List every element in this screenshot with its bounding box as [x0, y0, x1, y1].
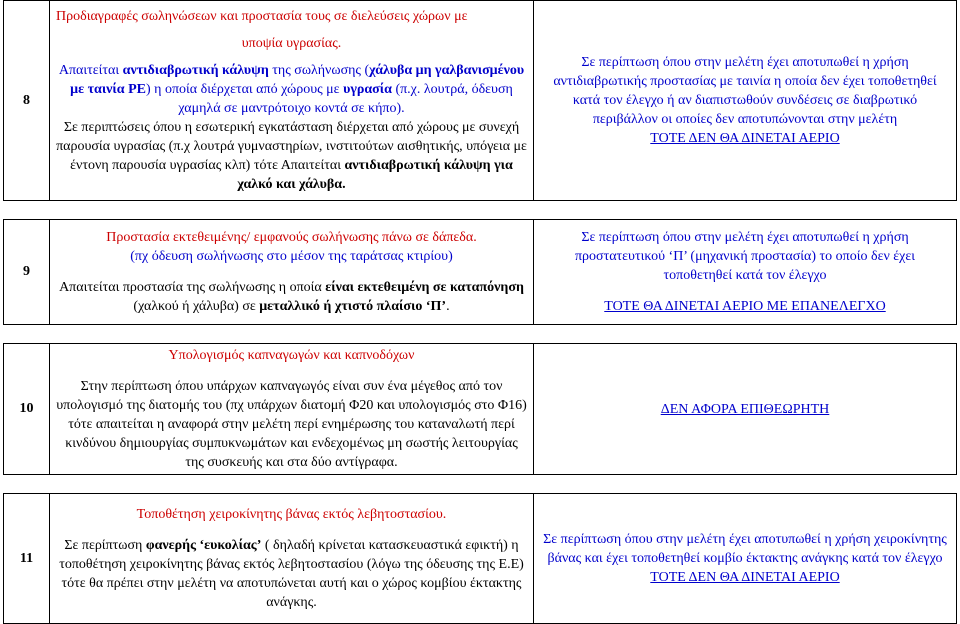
verdict-condition: Σε περίπτωση όπου στην μελέτη έχει αποτυπωθεί η χρήση χειροκίνητης βάνας και έχει τοποθετηθεί κομβίο έκτακτης ανάγκης κατά τον έλεγχο [543, 532, 947, 566]
row-spacer [4, 475, 957, 494]
requirement-cell [50, 344, 534, 475]
row-title: Προδιαγραφές σωληνώσεων και προστασία τους σε διελεύσεις χώρων με [56, 9, 468, 24]
row-number: 10 [4, 344, 50, 475]
verdict-result: ΤΟΤΕ ΔΕΝ ΘΑ ΔΙΝΕΤΑΙ ΑΕΡΙΟ [650, 570, 840, 585]
table-row [4, 344, 957, 475]
inspection-verdict-cell [534, 1, 957, 201]
requirement-paragraph: Στην περίπτωση όπου υπάρχων καπναγωγός είναι συν ένα μέγεθος από τον υπολογισμό της διατομής του (πχ υπάρχων διατομή Φ20 και υπολογισμός στο Φ16) τότε απαιτείται η αναφορά στην μελέτη περί ενημέρωσης του καταναλωτή περί κινδύνου δημιουργίας συμπυκνωμάτων και ενδεχομένως μη σωστής λειτουργίας της συσκευής και στα δύο αντίγραφα. [56, 379, 527, 470]
row-title: Υπολογισμός καπναγωγών και καπνοδόχων [168, 348, 415, 363]
row-spacer [4, 325, 957, 344]
requirement-cell [50, 220, 534, 325]
row-title: Τοποθέτηση χειροκίνητης βάνας εκτός λεβητοστασίου. [136, 507, 447, 522]
row-number: 8 [4, 1, 50, 201]
requirement-paragraph: Απαιτείται αντιδιαβρωτική κάλυψη της σωλήνωσης (χάλυβα μη γαλβανισμένου με ταινία PE) η οποία διέρχεται από χώρους με υγρασία (π.χ. λουτρά, όδευση χαμηλά σε μαντρότοιχο κοντά σε κήπο). [58, 63, 525, 116]
inspection-verdict-cell [534, 494, 957, 624]
table-row [4, 494, 957, 624]
verdict-condition: Σε περίπτωση όπου στην μελέτη έχει αποτυπωθεί η χρήση προστατευτικού ‘Π’ (μηχανική προστασία) το οποίο δεν έχει τοποθετηθεί κατά τον έλεγχο [574, 230, 916, 283]
row-title: Προστασία εκτεθειμένης/ εμφανούς σωλήνωσης πάνω σε δάπεδα. [106, 230, 477, 245]
requirement-paragraph: Σε περιπτώσεις όπου η εσωτερική εγκατάσταση διέρχεται από χώρους με συνεχή παρουσία υγρασίας (π.χ λουτρά γυμναστηρίων, ινστιτούτων αισθητικής, υπόγεια με έντονη παρουσία υγρασίας κλπ) τότε Απαιτείται αντιδιαβρωτική κάλυψη για χαλκό και χάλυβα. [56, 120, 527, 192]
requirement-cell [50, 494, 534, 624]
verdict-result: ΤΟΤΕ ΘΑ ΔΙΝΕΤΑΙ ΑΕΡΙΟ ΜΕ ΕΠΑΝΕΛΕΓΧΟ [604, 299, 886, 314]
row-subtitle: (πχ όδευση σωλήνωσης στο μέσον της ταράτσας κτιρίου) [130, 249, 453, 264]
inspection-verdict-cell [534, 220, 957, 325]
verdict-result: ΔΕΝ ΑΦΟΡΑ ΕΠΙΘΕΩΡΗΤΗ [660, 401, 830, 417]
row-number: 11 [4, 494, 50, 624]
verdict-condition: Σε περίπτωση όπου στην μελέτη έχει αποτυπωθεί η χρήση αντιδιαβρωτικής προστασίας με ταινία η οποία δεν έχει τοποθετηθεί κατά τον έλεγχο ή αν διαπιστωθούν συνδέσεις σε διαβρωτικό περιβάλλον οι οποίες δεν αποτυπώνονται στην μελέτη [553, 55, 937, 127]
table-row [4, 1, 957, 201]
requirement-cell [50, 1, 534, 201]
table-row [4, 220, 957, 325]
verdict-result: ΤΟΤΕ ΔΕΝ ΘΑ ΔΙΝΕΤΑΙ ΑΕΡΙΟ [650, 131, 840, 146]
row-number: 9 [4, 220, 50, 325]
requirement-paragraph: Απαιτείται προστασία της σωλήνωσης η οποία είναι εκτεθειμένη σε καταπόνηση (χαλκού ή χάλυβα) σε μεταλλικό ή χτιστό πλαίσιο ‘Π’. [59, 280, 524, 314]
requirement-paragraph: Σε περίπτωση φανερής ‘ευκολίας’ ( δηλαδή κρίνεται κατασκευαστικά εφικτή) η τοποθέτηση χειροκίνητης βάνας εκτός λεβητοστασίου (λόγω της όδευσης της Ε.Ε) τότε θα πρέπει στην μελέτη να αποτυπώνεται αυτή και ο χώρος κομβίου έκτακτης ανάγκης. [59, 538, 524, 610]
inspection-table [3, 0, 957, 624]
inspection-verdict-cell [534, 344, 957, 475]
row-title-continued: υποψία υγρασίας. [241, 36, 342, 51]
row-spacer [4, 201, 957, 220]
